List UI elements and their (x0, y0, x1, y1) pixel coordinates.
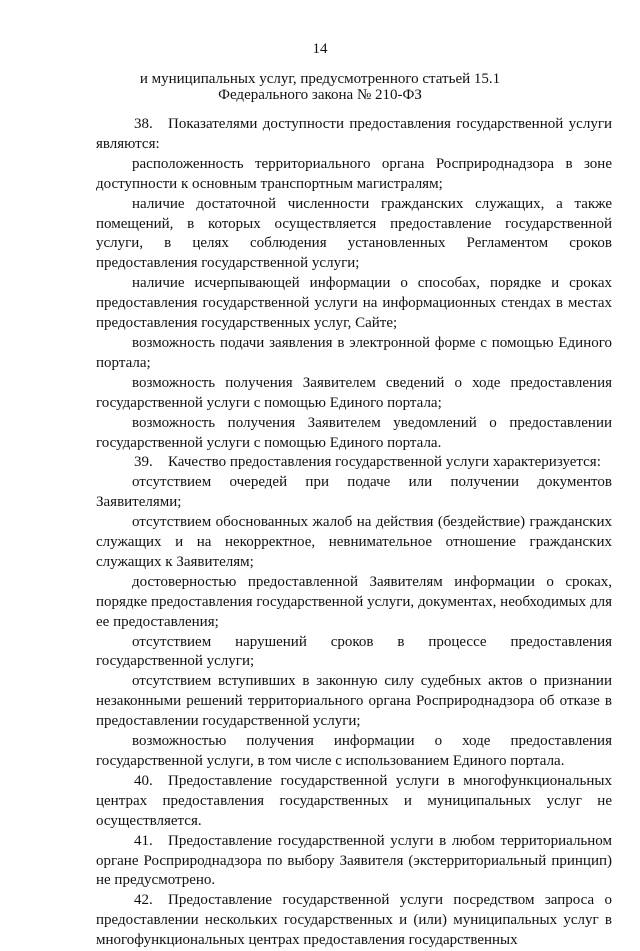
list-item (96, 155, 612, 195)
paragraph-number: 41. (134, 832, 153, 849)
paragraph-number: 39. (134, 454, 153, 471)
paragraph-38 (96, 115, 612, 155)
paragraph-text: Предоставление государственной услуги в многофункциональных центрах предоставления государственных и муниципальных услуг не осуществляется. (96, 772, 612, 829)
paragraph-text: Качество предоставления государственной услуги характеризуется: (168, 454, 601, 471)
list-item (96, 573, 612, 633)
list-item (96, 334, 612, 374)
list-item (96, 633, 612, 673)
paragraph-text: возможность получения Заявителем сведений о ходе предоставления государственной услуги с помощью Единого портала; (96, 374, 612, 411)
paragraph-text: отсутствием обоснованных жалоб на действия (бездействие) гражданских служащих и на некорректное, невнимательное отношение гражданских служащих к Заявителям; (96, 514, 612, 570)
paragraph-39 (96, 453, 612, 473)
heading-line-2: Федерального закона № 210-ФЗ (218, 87, 422, 103)
paragraph-41 (96, 832, 612, 892)
paragraph-text: отсутствием нарушений сроков в процессе предоставления государственной услуги; (96, 633, 612, 670)
list-item (96, 195, 612, 275)
paragraph-text: возможностью получения информации о ходе предоставления государственной услуги, в том числе с использованием Единого портала. (96, 733, 612, 769)
paragraph-number: 38. (134, 116, 153, 132)
paragraph-text: Показателями доступности предоставления государственной услуги являются: (96, 116, 612, 152)
page-number: 14 (312, 41, 328, 57)
heading-line-1: и муниципальных услуг, предусмотренного статьей 15.1 (139, 71, 501, 87)
paragraph-text: отсутствием очередей при подаче или получении документов Заявителями; (96, 474, 612, 511)
paragraph-text: отсутствием вступивших в законную силу судебных актов о признании незаконными решений территориального органа Росприроднадзора об отказе в предоставлении государственной услуги; (96, 673, 612, 730)
paragraph-text: расположенность территориального органа Росприроднадзора в зоне доступности к основным транспортным магистралям; (96, 155, 612, 192)
list-item (96, 374, 612, 414)
list-item (96, 513, 612, 573)
list-item (96, 473, 612, 513)
paragraph-text: наличие достаточной численности гражданских служащих, а также помещений, в которых осуществляется предоставление государственной услуги, в целях соблюдения установленных Регламентом сроков предоставления государственной услуги; (96, 195, 612, 272)
list-item (96, 732, 612, 772)
paragraph-40 (96, 772, 612, 832)
paragraph-42 (96, 891, 612, 951)
body-text (96, 115, 612, 951)
paragraph-text: возможность получения Заявителем уведомлений о предоставлении государственной услуги с помощью Единого портала. (96, 414, 612, 451)
list-item (96, 672, 612, 732)
paragraph-number: 40. (134, 772, 153, 789)
paragraph-text: наличие исчерпывающей информации о способах, порядке и сроках предоставления государственной услуги на информационных стендах в местах предоставления государственных услуг, Сайте; (96, 275, 612, 332)
list-item (96, 414, 612, 454)
section-heading (60, 71, 580, 103)
paragraph-number: 42. (134, 892, 153, 909)
paragraph-text: Предоставление государственной услуги в любом территориальном органе Росприроднадзора по выбору Заявителя (экстерриториальный принцип) не предусмотрено. (96, 832, 612, 889)
paragraph-text: достоверностью предоставленной Заявителям информации о сроках, порядке предоставления государственной услуги, документах, необходимых для ее предоставления; (96, 573, 612, 630)
paragraph-text: Предоставление государственной услуги посредством запроса о предоставлении нескольких государственных и (или) муниципальных услуг в многофункциональных центрах предоставления государственных (96, 892, 612, 949)
list-item (96, 274, 612, 334)
paragraph-text: возможность подачи заявления в электронной форме с помощью Единого портала; (96, 334, 612, 371)
